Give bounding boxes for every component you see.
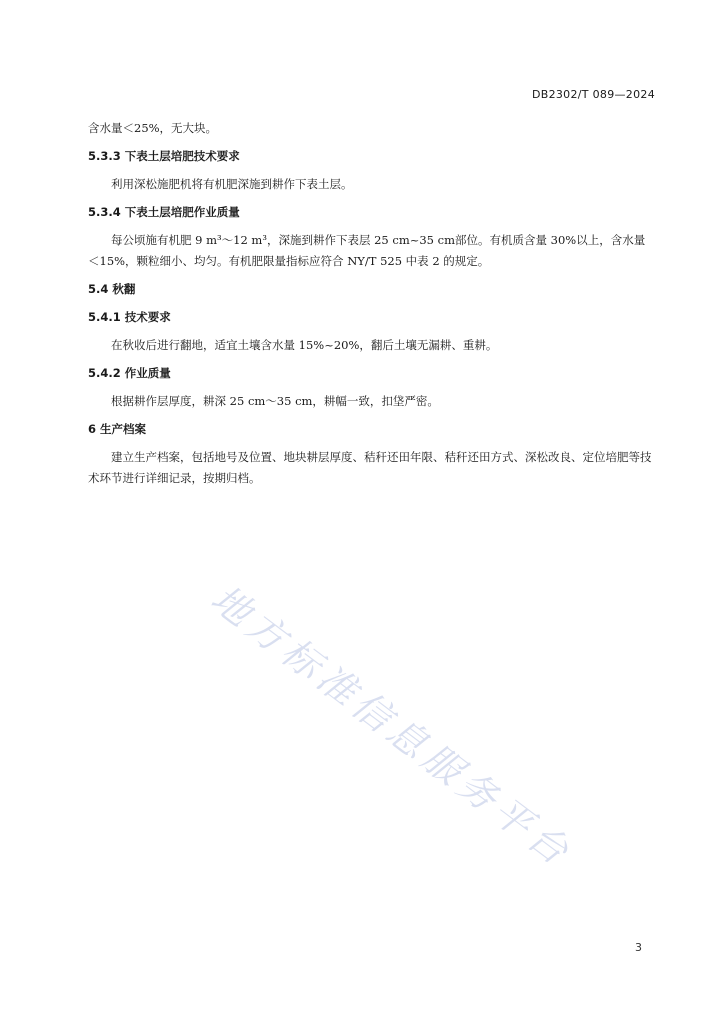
page-number: 3	[635, 941, 642, 954]
paragraph-5-3-3: 利用深松施肥机将有机肥深施到耕作下表土层。	[111, 177, 353, 191]
document-body	[88, 118, 654, 489]
heading-5-4-2: 5.4.2 作业质量	[88, 366, 171, 380]
watermark: 地方标准信息服务平台	[202, 576, 581, 877]
heading-6: 6 生产档案	[88, 422, 147, 436]
heading-5-3-4: 5.3.4 下表土层培肥作业质量	[88, 205, 240, 219]
heading-5-3-3: 5.3.3 下表土层培肥技术要求	[88, 149, 240, 163]
heading-5-4: 5.4 秋翻	[88, 282, 136, 296]
heading-5-4-1: 5.4.1 技术要求	[88, 310, 171, 324]
paragraph-5-3-4: 每公顷施有机肥 9 m³～12 m³，深施到耕作下表层 25 cm~35 cm部位。有机质含量 30%以上，含水量＜15%，颗粒细小、均匀。有机肥限量指标应符合 NY/T 525 中表 2 的规定。	[88, 233, 646, 268]
paragraph-5-4-1: 在秋收后进行翻地，适宜土壤含水量 15%~20%，翻后土壤无漏耕、重耕。	[111, 338, 498, 352]
document-code: DB2302/T 089—2024	[531, 88, 655, 101]
paragraph-5-4-2: 根据耕作层厚度，耕深 25 cm～35 cm，耕幅一致，扣垡严密。	[111, 394, 439, 408]
paragraph-6: 建立生产档案，包括地号及位置、地块耕层厚度、秸秆还田年限、秸秆还田方式、深松改良、定位培肥等技术环节进行详细记录，按期归档。	[88, 450, 652, 485]
paragraph-continuation: 含水量＜25%，无大块。	[88, 121, 218, 135]
